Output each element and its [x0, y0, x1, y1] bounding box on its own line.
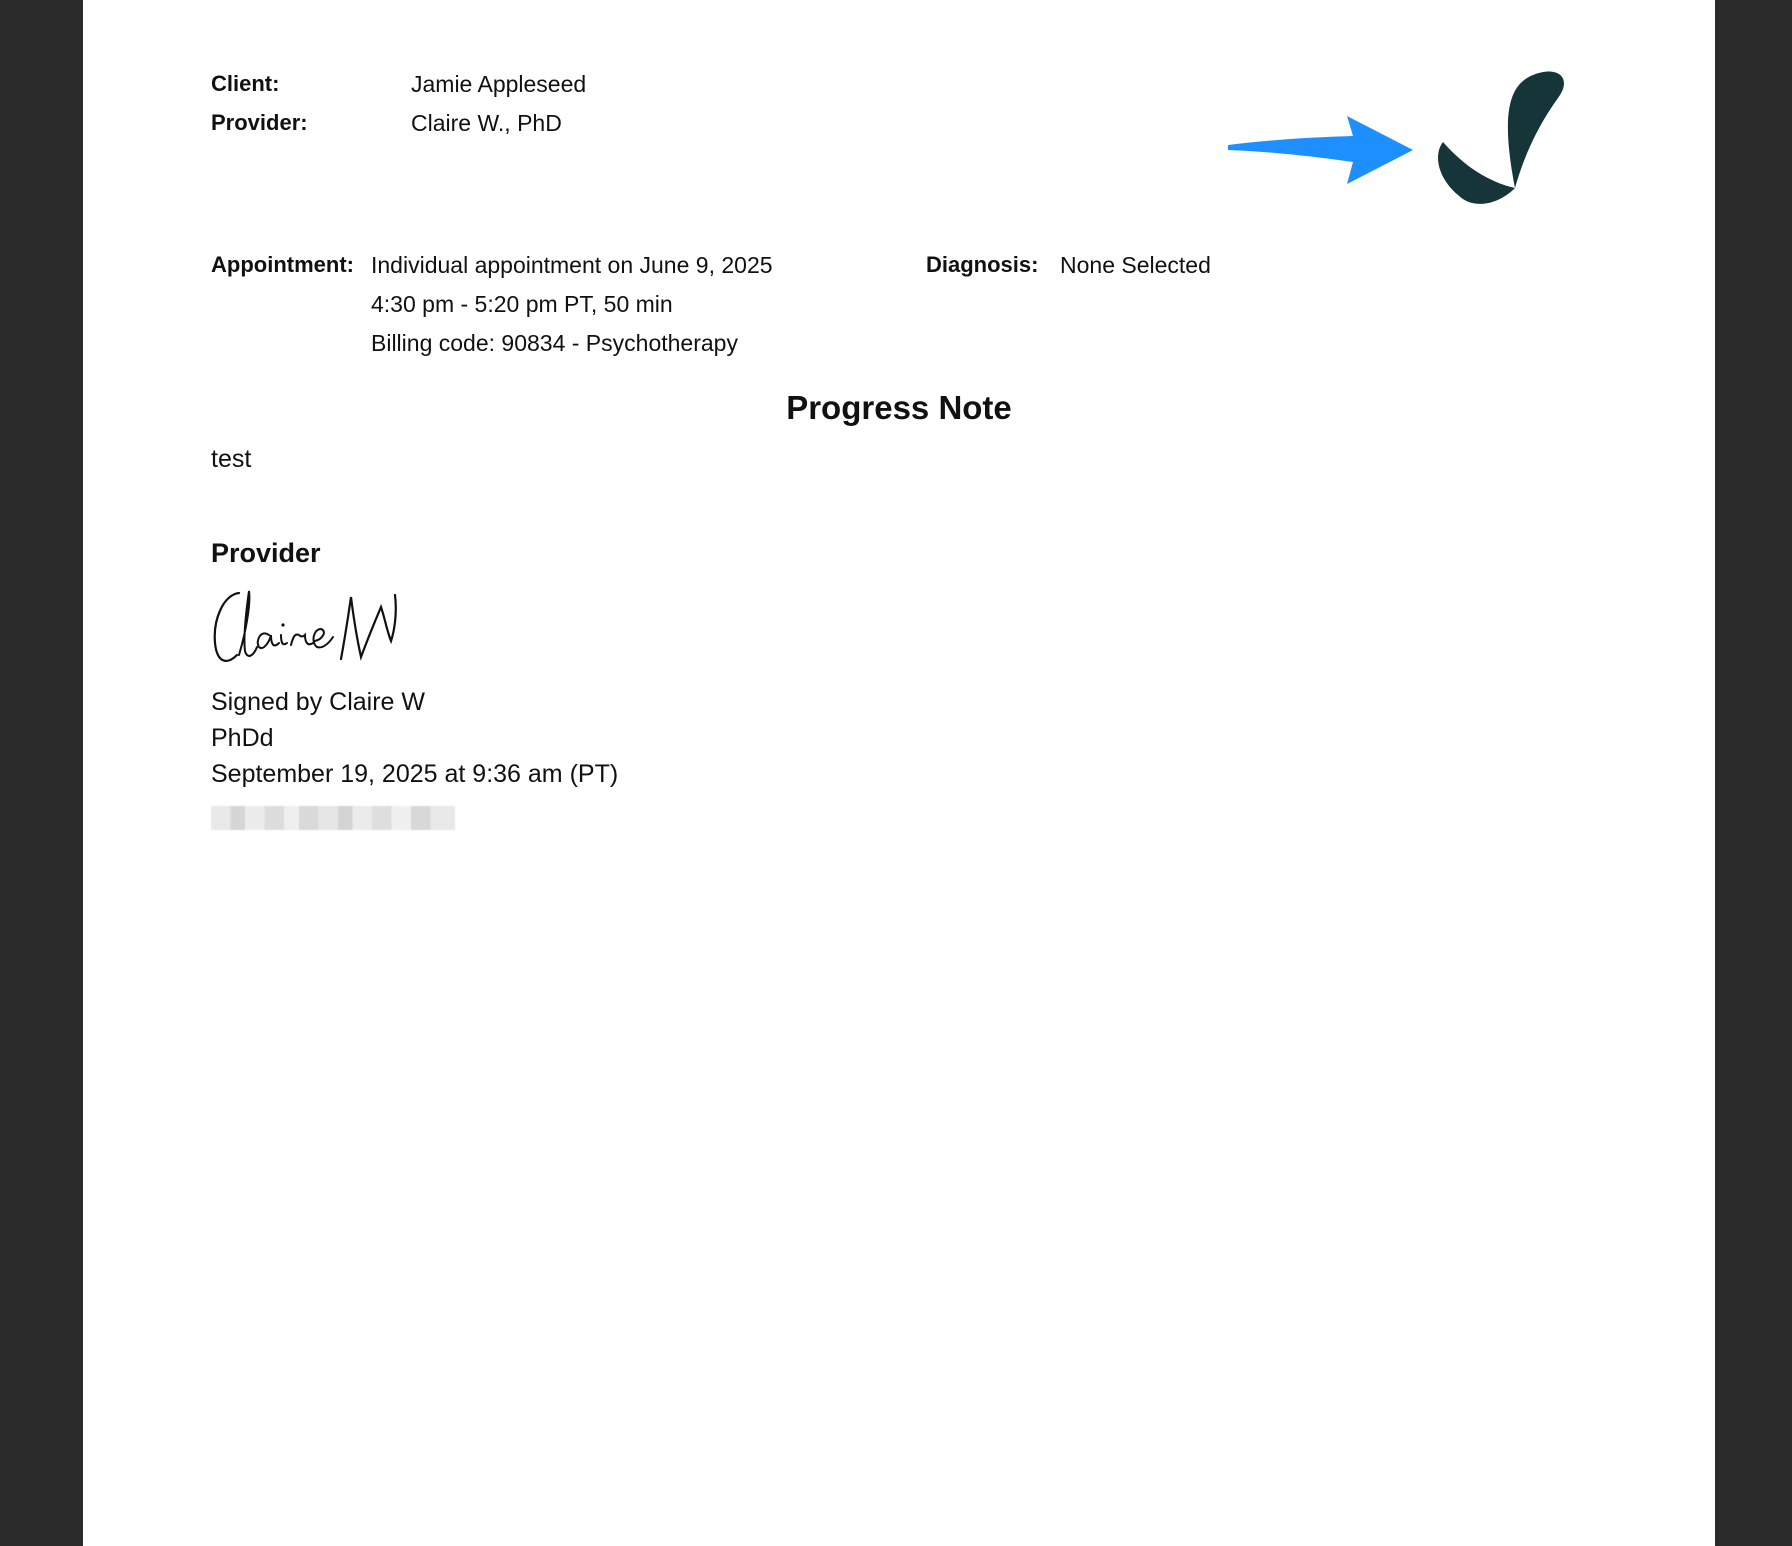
diagnosis-label: Diagnosis: — [926, 252, 1039, 277]
appointment-label: Appointment: — [211, 252, 354, 277]
appointment-line1: Individual appointment on June 9, 2025 — [371, 252, 773, 278]
diagnosis-value: None Selected — [1060, 252, 1211, 278]
appointment-line3: Billing code: 90834 - Psychotherapy — [371, 330, 738, 356]
client-value: Jamie Appleseed — [411, 71, 587, 97]
brand-logo-icon — [1423, 70, 1573, 210]
signed-timestamp: September 19, 2025 at 9:36 am (PT) — [211, 760, 619, 788]
redacted-info — [211, 806, 455, 830]
document-title: Progress Note — [786, 389, 1012, 426]
appointment-line2: 4:30 pm - 5:20 pm PT, 50 min — [371, 291, 673, 317]
handwritten-signature — [209, 585, 399, 671]
signed-by: Signed by Claire W — [211, 688, 425, 716]
provider-value: Claire W., PhD — [411, 110, 562, 136]
document-page — [83, 0, 1715, 1546]
signer-credential: PhDd — [211, 724, 274, 752]
note-body: test — [211, 445, 252, 473]
client-label: Client: — [211, 71, 280, 96]
logo-area — [1223, 70, 1583, 220]
signature-heading: Provider — [211, 538, 321, 568]
provider-label: Provider: — [211, 110, 308, 135]
